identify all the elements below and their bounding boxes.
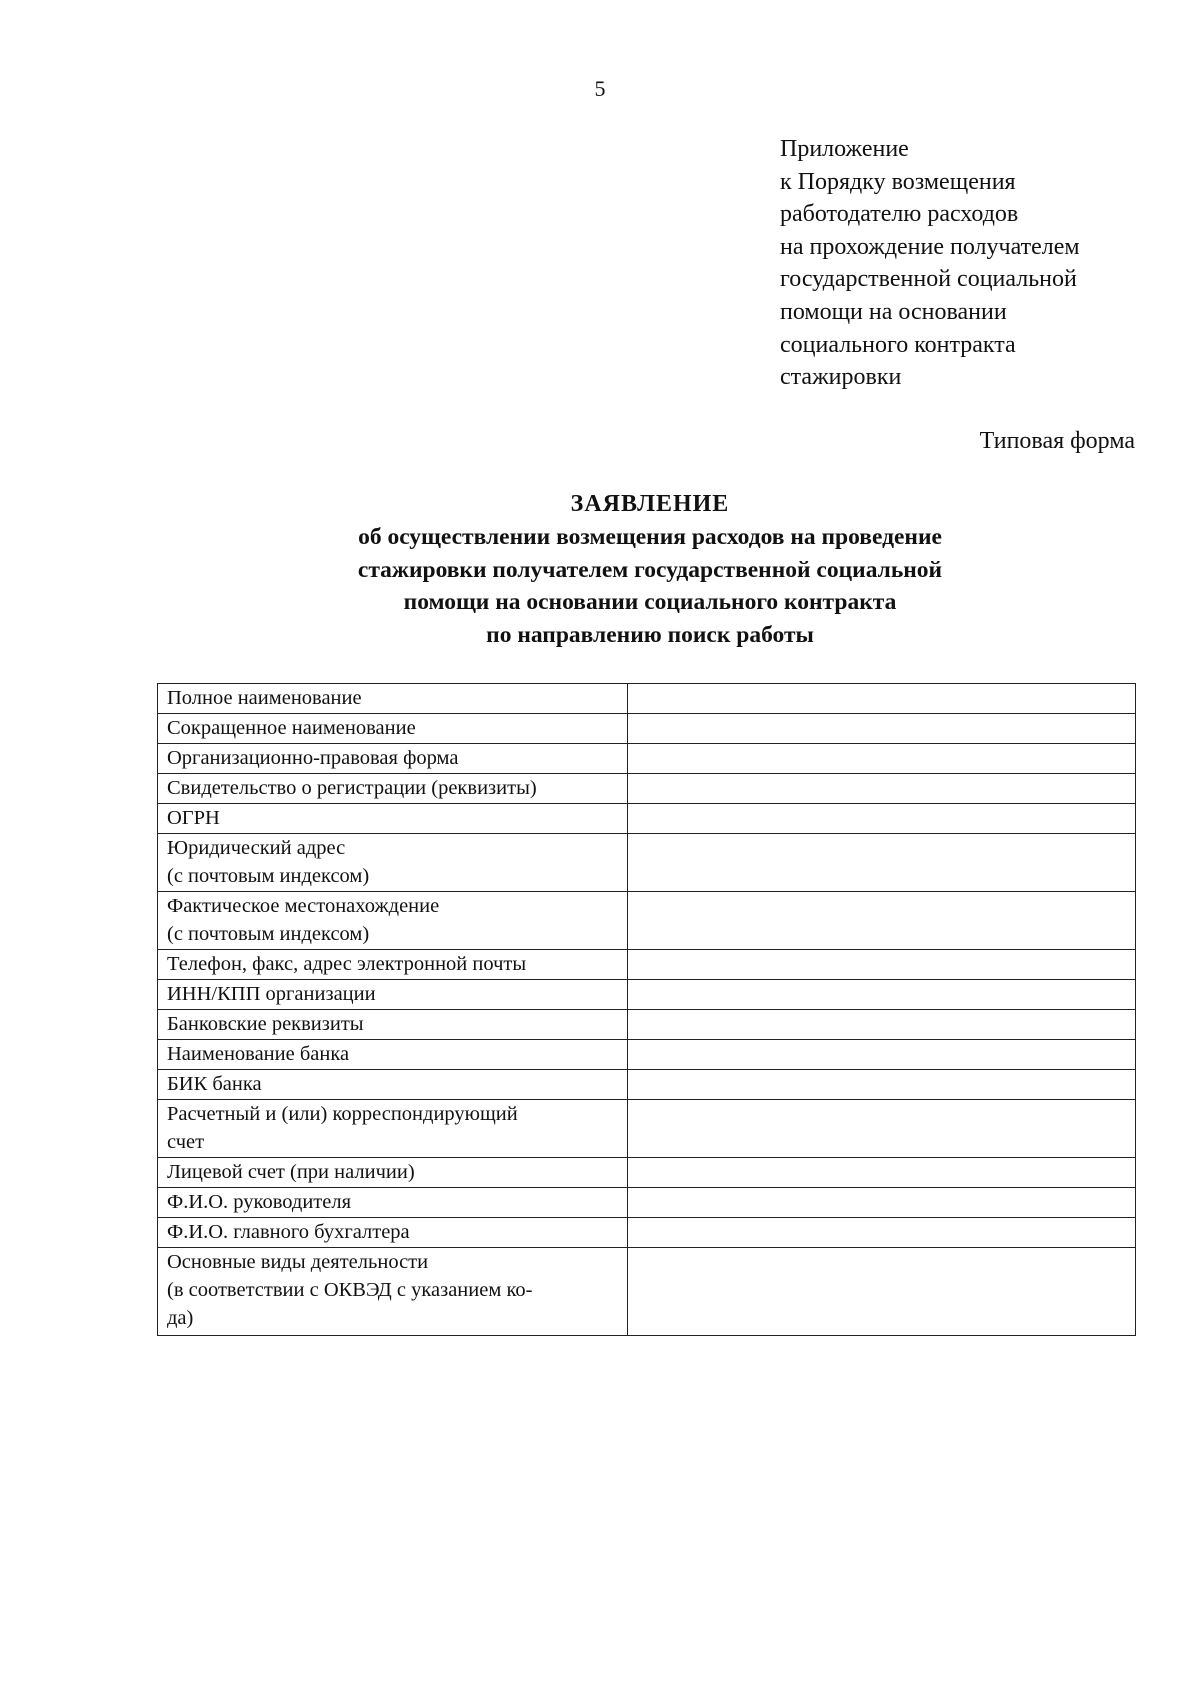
table-row [158,980,1136,1010]
field-label: Полное наименование [158,684,628,714]
field-value[interactable] [628,684,1136,714]
field-label: Лицевой счет (при наличии) [158,1158,628,1188]
document-title-block [200,488,1100,652]
field-label: БИК банка [158,1070,628,1100]
table-row [158,774,1136,804]
requisites-table [157,683,1136,1336]
field-value[interactable] [628,1040,1136,1070]
field-label: Сокращенное наименование [158,714,628,744]
form-type-label: Типовая форма [979,428,1135,454]
appendix-line: Приложение [780,136,909,162]
field-label: Расчетный и (или) корреспондирующий счет [158,1100,628,1158]
field-value[interactable] [628,744,1136,774]
field-value[interactable] [628,1158,1136,1188]
table-row [158,714,1136,744]
appendix-line: помощи на основании [780,298,1007,325]
field-value[interactable] [628,1248,1136,1336]
page-number: 5 [594,76,606,101]
table-row [158,892,1136,950]
field-label: Ф.И.О. руководителя [158,1188,628,1218]
table-row [158,1100,1136,1158]
field-label: Ф.И.О. главного бухгалтера [158,1218,628,1248]
field-label: Основные виды деятельности (в соответствии с ОКВЭД с указанием ко- да) [158,1248,628,1336]
field-label: ОГРН [158,804,628,834]
field-value[interactable] [628,892,1136,950]
field-value[interactable] [628,834,1136,892]
table-row [158,1188,1136,1218]
field-label: Наименование банка [158,1040,628,1070]
table-row [158,834,1136,892]
field-value[interactable] [628,1218,1136,1248]
appendix-block [780,133,1180,394]
field-label: ИНН/КПП организации [158,980,628,1010]
field-label: Свидетельство о регистрации (реквизиты) [158,774,628,804]
field-label: Юридический адрес (с почтовым индексом) [158,834,628,892]
field-label: Организационно-правовая форма [158,744,628,774]
table-row [158,804,1136,834]
field-value[interactable] [628,950,1136,980]
field-value[interactable] [628,1100,1136,1158]
document-subtitle-line: помощи на основании социального контракта [403,589,897,616]
appendix-line: социального контракта [780,331,1016,358]
table-row [158,1218,1136,1248]
field-label: Телефон, факс, адрес электронной почты [158,950,628,980]
appendix-line: стажировки [780,364,902,391]
field-value[interactable] [628,1188,1136,1218]
table-row [158,1040,1136,1070]
document-subtitle-line: по направлению поиск работы [486,622,814,649]
field-value[interactable] [628,1010,1136,1040]
field-label: Банковские реквизиты [158,1010,628,1040]
table-row [158,1070,1136,1100]
table-row [158,744,1136,774]
document-subtitle-line: стажировки получателем государственной социальной [357,556,943,583]
appendix-line: работодателю расходов [780,201,1019,228]
field-value[interactable] [628,804,1136,834]
appendix-line: на прохождение получателем [780,233,1080,260]
appendix-line: к Порядку возмещения [780,168,1016,195]
document-subtitle-line: об осуществлении возмещения расходов на проведение [358,523,942,550]
field-label: Фактическое местонахождение (с почтовым индексом) [158,892,628,950]
requisites-table-body [158,684,1136,1336]
document-title: ЗАЯВЛЕНИЕ [570,491,730,517]
field-value[interactable] [628,1070,1136,1100]
field-value[interactable] [628,774,1136,804]
table-row [158,684,1136,714]
table-row [158,1248,1136,1336]
appendix-line: государственной социальной [780,266,1077,293]
table-row [158,1010,1136,1040]
field-value[interactable] [628,714,1136,744]
table-row [158,950,1136,980]
field-value[interactable] [628,980,1136,1010]
table-row [158,1158,1136,1188]
